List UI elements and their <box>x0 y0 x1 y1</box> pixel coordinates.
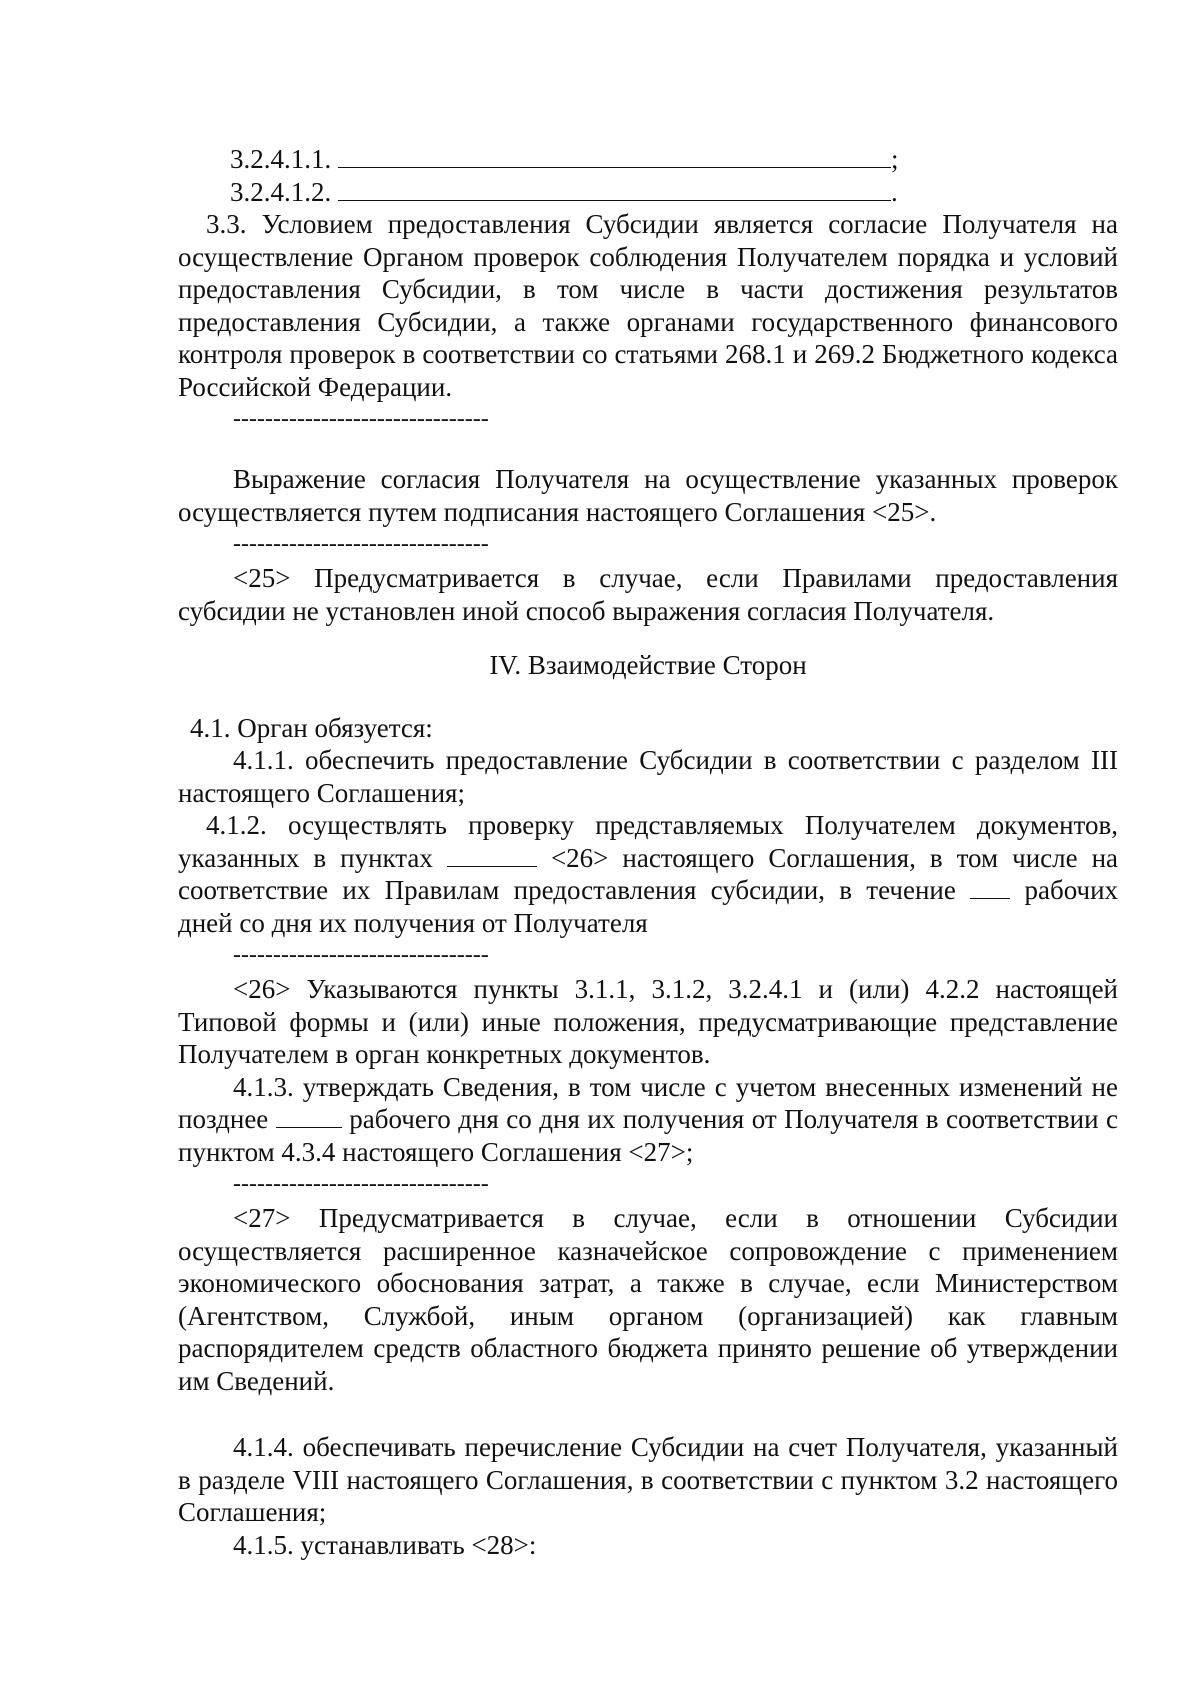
paragraph-4-1-3-part2: рабочего дня со дня их получения от Получателя в соответствии с пунктом 4.3.4 настоящего Соглашения <27>; <box>178 1104 1118 1167</box>
paragraph-4-1-2-part1: 4.1.2. осуществлять проверку представляемых Получателем документов, указанных в пунктах <box>178 810 1118 873</box>
blank-fill-line <box>970 876 1010 899</box>
footnote-separator: -------------------------------- <box>233 942 489 968</box>
paragraph-4-1-3 <box>178 1071 1118 1169</box>
blank-fill-line <box>276 1105 342 1128</box>
paragraph-3-3: 3.3. Условием предоставления Субсидии является согласие Получателя на осуществление Органом проверок соблюдения Получателем порядка и условий предоставления Субсидии, в том числе в части достижения результатов предоставления Субсидии, а также органами государственного финансового контроля проверок в соответствии со статьями 268.1 и 269.2 Бюджетного кодекса Российской Федерации. <box>178 209 1118 402</box>
clause-3-2-4-1-1 <box>178 143 1118 176</box>
footnote-27: <27> Предусматривается в случае, если в отношении Субсидии осуществляется расширенное казначейское сопровождение с применением экономического обоснования затрат, а также в случае, если Министерством (Агентством, Службой, иным органом (организацией) как главным распорядителем средств областного бюджета принято решение об утверждении им Сведений. <box>178 1203 1118 1396</box>
blank-fill-line <box>447 844 537 867</box>
footnote-separator: -------------------------------- <box>233 1171 489 1197</box>
paragraph-4-1-3-part1: 4.1.3. утверждать Сведения, в том числе с учетом внесенных изменений не позднее <box>178 1071 1118 1134</box>
clause-3-2-4-1-2 <box>178 176 1118 209</box>
paragraph-4-1-1: 4.1.1. обеспечить предоставление Субсидии в соответствии с разделом III настоящего Соглашения; <box>178 745 1118 808</box>
footnote-25: <25> Предусматривается в случае, если Правилами предоставления субсидии не установлен иной способ выражения согласия Получателя. <box>178 563 1118 626</box>
clause-suffix: ; <box>891 144 899 174</box>
paragraph-consent: Выражение согласия Получателя на осуществление указанных проверок осуществляется путем подписания настоящего Соглашения <25>. <box>178 464 1118 527</box>
footnote-separator: -------------------------------- <box>233 406 489 432</box>
clause-suffix: . <box>891 176 898 207</box>
paragraph-4-1-2-part2: <26> настоящего Соглашения, в том числе на соответствие их Правилам предоставления субсидии, в течение <box>178 842 1119 905</box>
paragraph-4-1-2 <box>178 809 1118 939</box>
footnote-26: <26> Указываются пункты 3.1.1, 3.1.2, 3.2.4.1 и (или) 4.2.2 настоящей Типовой формы и (или) иные положения, предусматривающие представление Получателем в орган конкретных документов. <box>178 974 1118 1069</box>
paragraph-4-1-4: 4.1.4. обеспечивать перечисление Субсидии на счет Получателя, указанный в разделе VIII настоящего Соглашения, в соответствии с пунктом 3.2 настоящего Соглашения; <box>178 1432 1118 1527</box>
paragraph-4-1-2-part3: рабочих дней со дня их получения от Получателя <box>178 875 1119 938</box>
clause-number: 3.2.4.1.1. <box>230 144 332 174</box>
blank-fill-line <box>338 178 891 201</box>
document-body <box>178 143 1118 1561</box>
paragraph-4-1-5: 4.1.5. устанавливать <28>: <box>233 1529 537 1560</box>
paragraph-4-1: 4.1. Орган обязуется: <box>190 712 433 743</box>
section-iv-title: IV. Взаимодействие Сторон <box>489 650 807 680</box>
clause-number: 3.2.4.1.2. <box>230 176 332 207</box>
footnote-separator: -------------------------------- <box>233 531 489 557</box>
blank-fill-line <box>338 145 891 168</box>
